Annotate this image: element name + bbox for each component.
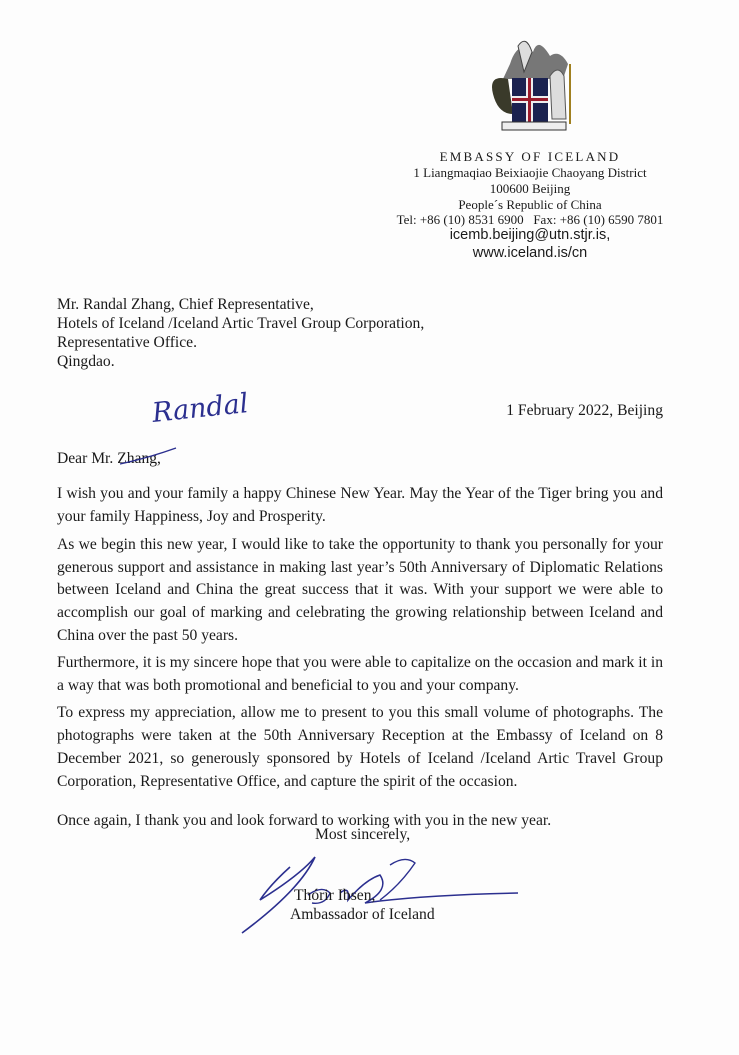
- address-line: People´s Republic of China: [458, 197, 602, 212]
- paragraph-line: Once again, I thank you and look forward to working with you in the new year.: [57, 812, 552, 829]
- paragraph-line: China over the past 50 years.: [57, 627, 239, 644]
- closing: Most sincerely,: [315, 826, 411, 843]
- recipient-line: Qingdao.: [57, 353, 115, 370]
- signatory-name: Thórir Ibsen,: [294, 887, 376, 904]
- paragraph-line: photographs were taken at the 50th Anniversary Reception at the Embassy of Iceland on 8: [57, 727, 663, 744]
- struck-surname: Zhang: [117, 450, 158, 467]
- paragraph-line: To express my appreciation, allow me to present to you this small volume of photographs. The: [57, 704, 663, 721]
- recipient-line: Hotels of Iceland /Iceland Artic Travel Group Corporation,: [57, 315, 425, 332]
- address-line: 1 Liangmaqiao Beixiaojie Chaoyang District: [413, 165, 647, 180]
- email-link[interactable]: icemb.beijing@utn.stjr.is,: [449, 227, 611, 243]
- embassy-name: EMBASSY OF ICELAND: [439, 149, 621, 164]
- salutation-suffix: ,: [157, 450, 161, 467]
- strike-through-mark: [118, 444, 180, 470]
- salutation-prefix: Dear Mr.: [57, 450, 118, 467]
- website-link[interactable]: www.iceland.is/cn: [472, 245, 588, 261]
- signatory-title: Ambassador of Iceland: [290, 906, 435, 923]
- coat-of-arms-emblem: [488, 34, 578, 134]
- letter-date: 1 February 2022, Beijing: [506, 402, 663, 419]
- paragraph-line: Corporation, Representative Office, and capture the spirit of the occasion.: [57, 773, 518, 790]
- recipient-line: Representative Office.: [57, 334, 197, 351]
- paragraph-line: between Iceland and China the great success that it was. With your support we were able to: [57, 581, 663, 598]
- paragraph-line: December 2021, so generously sponsored by Hotels of Iceland /Iceland Artic Travel Group: [57, 750, 663, 767]
- phone-fax: Tel: +86 (10) 8531 6900 Fax: +86 (10) 6590 7801: [396, 212, 664, 227]
- signature: [230, 845, 530, 940]
- paragraph-line: As we begin this new year, I would like to take the opportunity to thank you personally for your: [57, 536, 663, 553]
- paragraph-line: Furthermore, it is my sincere hope that you were able to capitalize on the occasion and mark it in: [57, 654, 663, 671]
- recipient-line: Mr. Randal Zhang, Chief Representative,: [57, 296, 314, 313]
- paragraph-line: I wish you and your family a happy Chinese New Year. May the Year of the Tiger bring you and: [57, 485, 663, 502]
- paragraph-line: your family Happiness, Joy and Prosperity.: [57, 508, 326, 525]
- paragraph-line: accomplish our goal of marking and celebrating the growing relationship between Iceland and: [57, 604, 663, 621]
- handwritten-name: Randal: [150, 388, 250, 429]
- address-line: 100600 Beijing: [489, 181, 571, 196]
- paragraph-line: a way that was both promotional and beneficial to you and your company.: [57, 677, 519, 694]
- paragraph-line: generous support and assistance in making last year’s 50th Anniversary of Diplomatic Relations: [57, 559, 663, 576]
